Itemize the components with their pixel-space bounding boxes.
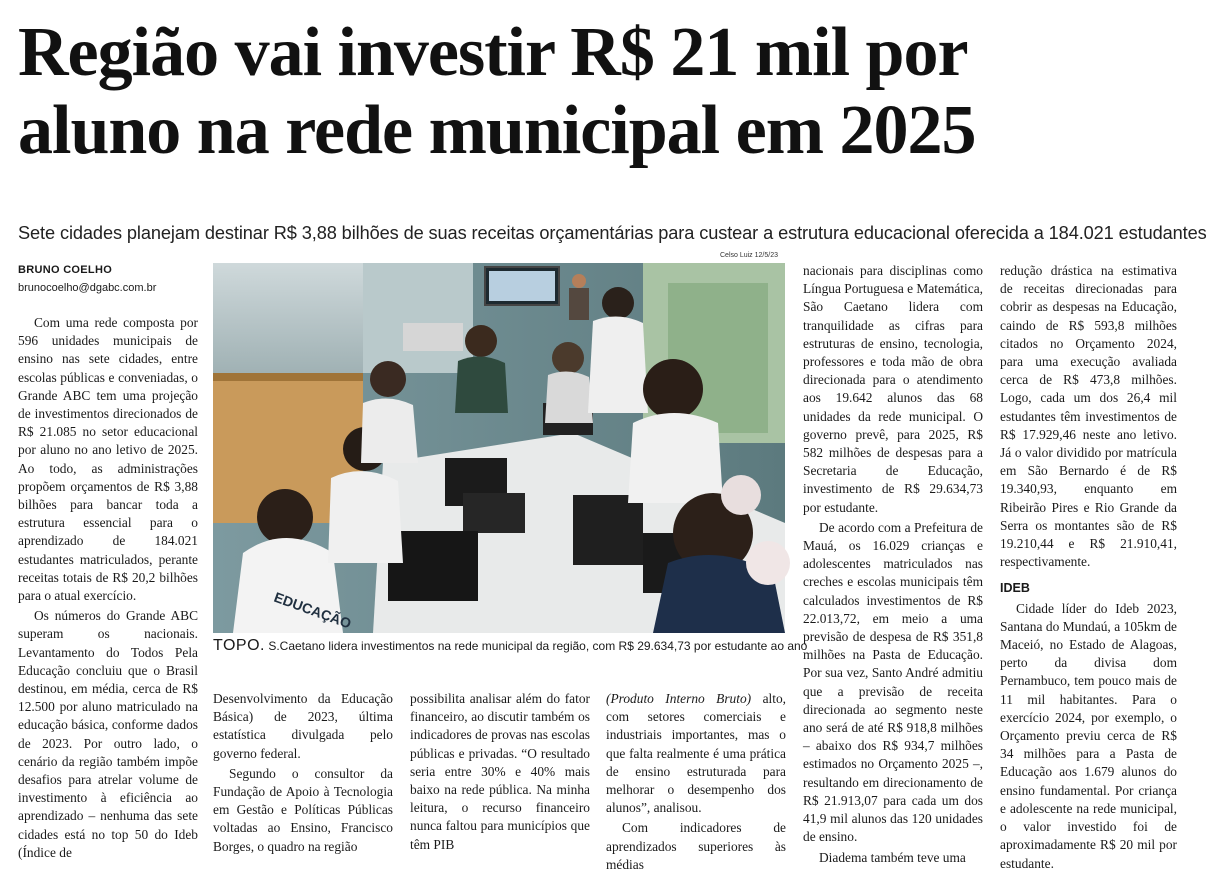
paragraph: Com indicadores de aprendizados superiores às médias: [606, 820, 786, 872]
article-column-3: [410, 690, 590, 856]
author-email[interactable]: brunocoelho@dgabc.com.br: [18, 282, 157, 294]
headline: [18, 14, 1178, 170]
article-column-1: [18, 314, 198, 864]
paragraph: redução drástica na estimativa de receitas direcionadas para cobrir as despesas na Educação, caindo de R$ 593,8 milhões citados no Orçamento 2024, para uma execução avaliada cerca de R$ 473,8 milhões. Logo, cada um dos 26,4 mil estudantes têm investimentos de R$ 17.929,46 neste ano letivo. Já o valor dividido por matrícula em São Bernardo é de R$ 19.340,93, enquanto em Ribeirão Pires e Rio Grande da Serra os montantes são de R$ 19.210,44 e R$ 21.910,41, respectivamente.: [1000, 263, 1177, 570]
byline: [18, 264, 208, 294]
author-name: BRUNO COELHO: [18, 264, 113, 276]
headline-line-2: aluno na rede municipal em 2025: [18, 92, 976, 169]
classroom-photo: [213, 263, 785, 633]
paragraph: Desenvolvimento da Educação Básica) de 2023, última estatística divulgada pelo governo federal.: [213, 691, 393, 761]
paragraph: Com uma rede composta por 596 unidades municipais de ensino nas sete cidades, entre escolas públicas e conveniadas, o Grande ABC tem uma projeção de investimentos direcionados de R$ 21.085 no setor educacional por aluno no ano letivo de 2025. Ao todo, as administrações propõem orçamentos de R$ 3,88 bilhões para bancar toda a estrutura essencial para o aprendizado de 184.021 estudantes matriculados, perante receitas totais de R$ 20,2 bilhões para o atual exercício.: [18, 315, 198, 604]
paragraph: [606, 690, 786, 817]
article-column-6: [1000, 262, 1177, 875]
caption-tag: TOPO.: [213, 637, 265, 654]
caption-text: S.Caetano lidera investimentos na rede municipal da região, com R$ 29.634,73 por estudante ao ano: [265, 639, 808, 653]
italic-term: (Produto Interno Bruto): [606, 691, 752, 706]
article-column-2: [213, 690, 393, 858]
paragraph: Diadema também teve uma: [819, 849, 966, 865]
paragraph: Segundo o consultor da Fundação de Apoio à Tecnologia em Gestão e Políticas Públicas voltadas ao Ensino, Francisco Borges, o quadro na região: [213, 765, 393, 854]
article-column-4: [606, 690, 786, 876]
paragraph: De acordo com a Prefeitura de Mauá, os 16.029 crianças e adolescentes matriculados nas creches e escolas municipais têm calculados investimentos de R$ 22.013,72, em meio a uma previsão de despesa de R$ 351,8 milhões na Pasta de Educação. Por sua vez, Santo André admitiu que a previsão de receita direcionada ao segmento neste ano será de até R$ 918,8 milhões – abaixo dos R$ 934,7 milhões estimados no Orçamento 2025 –, resultando em direcionamento de R$ 21.913,07 para cada um dos 41,9 mil alunos das 120 unidades de ensino.: [803, 519, 983, 845]
article-column-5: [803, 262, 983, 869]
photo-caption: [213, 638, 813, 654]
shirt-logo-text: EDUCAÇÃO: [271, 588, 354, 632]
paragraph: Cidade líder do Ideb 2023, Santana do Mundaú, a 105km de Maceió, no Estado de Alagoas, perto da divisa dom Pernambuco, tem pouco mais de 11 mil habitantes. Para o exercício 2024, por exemplo, o Orçamento previu cerca de R$ 34 milhões para a Pasta de Educação aos 1.679 alunos do ensino fundamental. Por criança e adolescente na rede municipal, o valor investido foi de aproximadamente R$ 20 mil por estudante.: [1000, 600, 1177, 871]
subheadline: Sete cidades planejam destinar R$ 3,88 bilhões de suas receitas orçamentárias para custear a estrutura educacional oferecida a 184.021 estudantes: [18, 223, 1207, 243]
classroom-photo-illustration: [213, 263, 785, 633]
paragraph: Os números do Grande ABC superam os nacionais. Levantamento do Todos Pela Educação concluiu que o Brasil destinou, em média, cerca de R$ 12.500 por aluno matriculado na educação básica, conforme dados de 2023. Por outro lado, o cenário da região também impõe desafios para atrelar volume de investimento à eficiência ao aprendizado – nenhuma das sete cidades está no top 50 do Ideb (Índice de: [18, 608, 198, 860]
paragraph: possibilita analisar além do fator financeiro, ao discutir também os indicadores de provas nas escolas públicas e privadas. “O resultado seria entre 30% e 40% mais baixo na rede pública. Na minha leitura, o recurso financeiro nunca faltou para municípios que têm PIB: [410, 691, 590, 852]
headline-line-1: Região vai investir R$ 21 mil por: [18, 14, 968, 91]
paragraph-text: alto, com setores comerciais e industriais importantes, mas o que falta realmente é uma prática de ensino estruturada para melhorar o desempenho dos alunos”, analisou.: [606, 691, 786, 816]
paragraph: nacionais para disciplinas como Língua Portuguesa e Matemática, São Caetano lidera com tranquilidade as cifras para estruturas de ensino, tecnologia, professores e toda mão de obra direcionada para o atendimento aos 19.642 alunos das 68 unidades da rede municipal. O governo prevê, para 2025, R$ 582 milhões de despesas para a Secretaria de Educação, investimento de R$ 29.634,73 por estudante.: [803, 263, 983, 515]
section-heading: IDEB: [1000, 581, 1030, 596]
photo-credit: Celso Luiz 12/5/23: [720, 252, 778, 259]
